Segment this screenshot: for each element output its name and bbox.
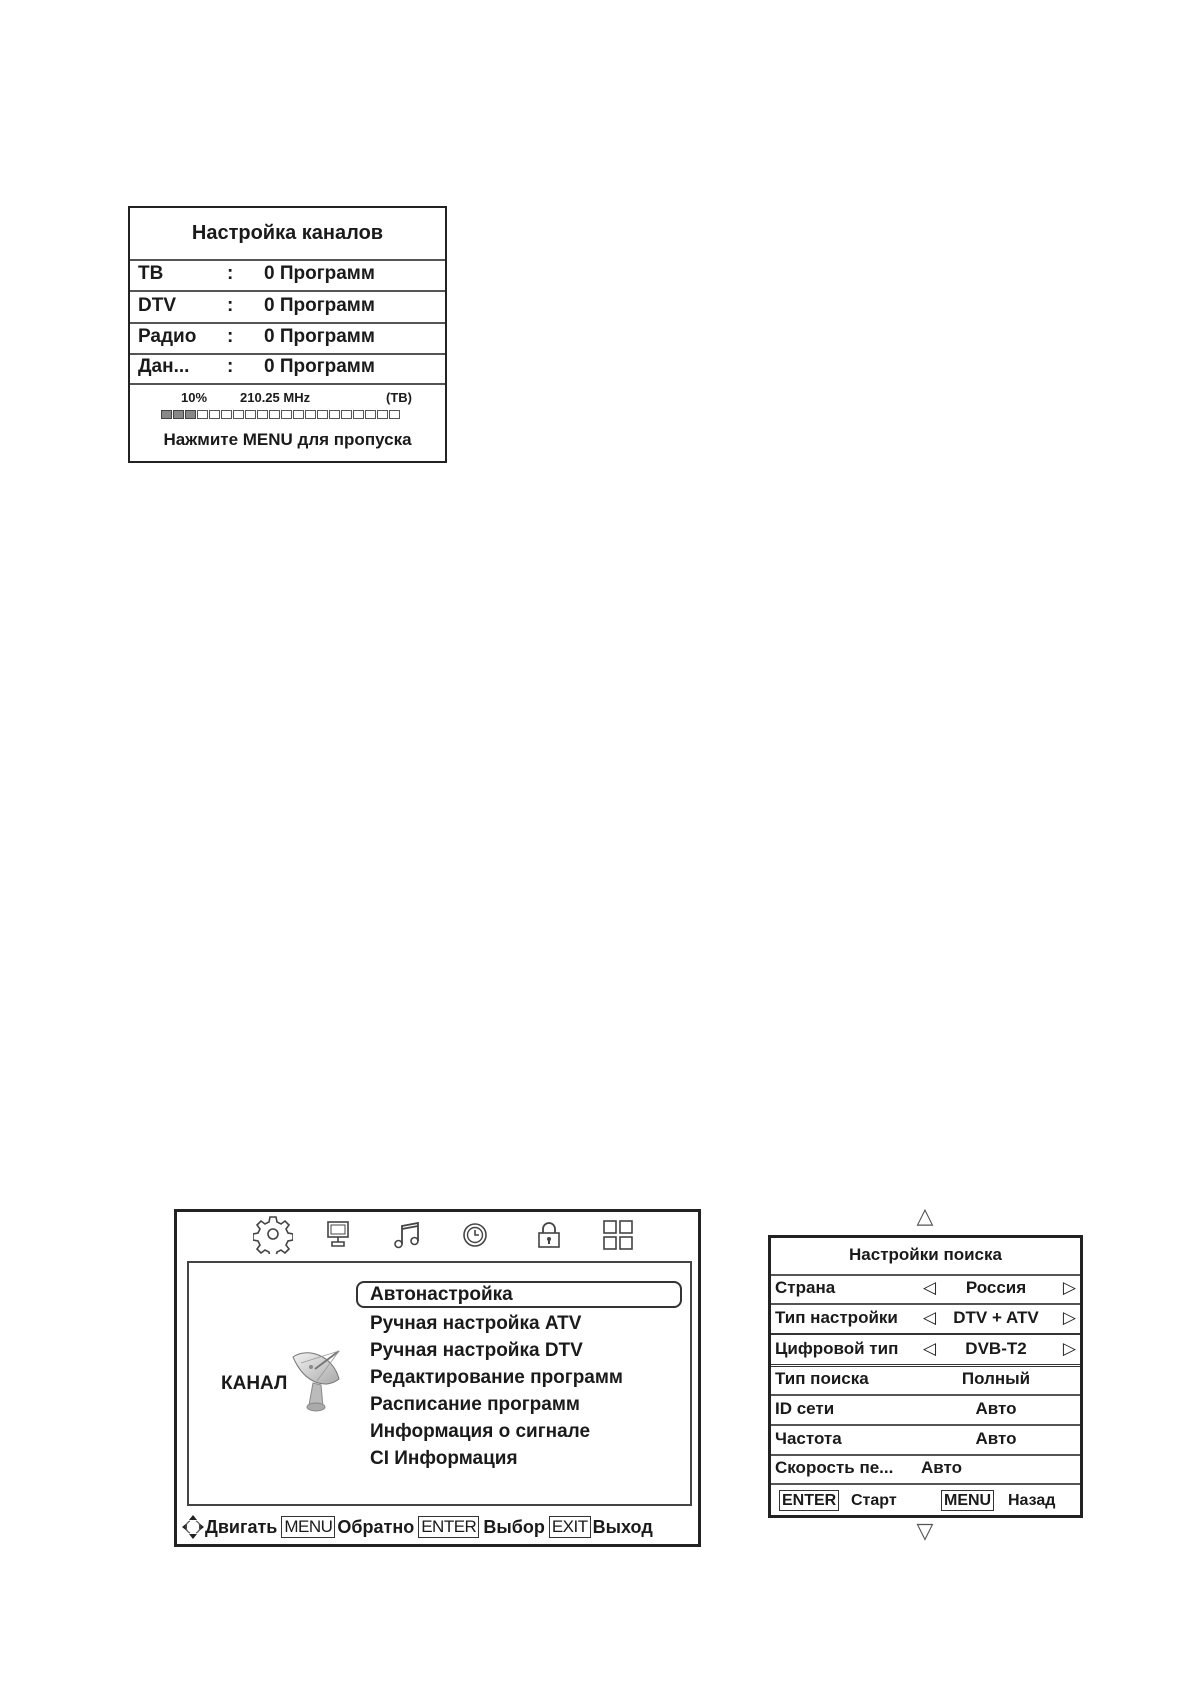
scan-row-value: 0 Программ bbox=[264, 295, 375, 316]
section-label: КАНАЛ bbox=[221, 1373, 288, 1394]
scan-row-label: DTV bbox=[138, 295, 176, 316]
progress-cell bbox=[257, 410, 268, 419]
monitor-icon[interactable] bbox=[321, 1218, 355, 1252]
progress-cell bbox=[233, 410, 244, 419]
scan-row-value: 0 Программ bbox=[264, 263, 375, 284]
arrow-right-icon[interactable]: ▷ bbox=[1062, 1308, 1076, 1327]
scan-row-separator: : bbox=[227, 295, 234, 316]
arrow-left-icon[interactable]: ◁ bbox=[923, 1339, 937, 1358]
menu-footer bbox=[181, 1512, 698, 1542]
back-label: Назад bbox=[1008, 1492, 1056, 1509]
satellite-dish-icon bbox=[287, 1345, 349, 1415]
search-settings-panel bbox=[768, 1235, 1083, 1518]
menu-items-list bbox=[362, 1281, 682, 1472]
menu-item-manual-atv[interactable]: Ручная настройка ATV bbox=[370, 1313, 582, 1334]
music-icon[interactable] bbox=[390, 1218, 424, 1252]
progress-cell bbox=[161, 410, 172, 419]
scan-row-separator: : bbox=[227, 263, 234, 284]
channel-scan-panel bbox=[128, 206, 447, 463]
progress-cell bbox=[281, 410, 292, 419]
menu-key[interactable]: MENU bbox=[941, 1490, 994, 1511]
exit-key[interactable]: EXIT bbox=[549, 1516, 591, 1538]
setting-value: DTV + ATV bbox=[953, 1308, 1039, 1327]
menu-content-area bbox=[187, 1261, 692, 1506]
arrow-left-icon[interactable]: ◁ bbox=[923, 1278, 937, 1297]
progress-cell bbox=[305, 410, 316, 419]
setting-label: Страна bbox=[775, 1278, 836, 1297]
setting-row-country[interactable] bbox=[771, 1274, 1080, 1305]
setting-label: Частота bbox=[775, 1429, 842, 1448]
scan-row-data bbox=[130, 352, 445, 385]
setting-row-digital-type[interactable] bbox=[771, 1333, 1080, 1367]
progress-cell bbox=[197, 410, 208, 419]
setting-value: Россия bbox=[965, 1278, 1027, 1297]
enter-key[interactable]: ENTER bbox=[779, 1490, 839, 1511]
tv-main-menu bbox=[174, 1209, 701, 1547]
scan-row-label: ТВ bbox=[138, 263, 164, 284]
gear-icon[interactable] bbox=[253, 1214, 293, 1254]
scan-frequency: 210.25 MHz bbox=[240, 390, 311, 405]
scan-row-value: 0 Программ bbox=[264, 356, 375, 377]
menu-item-auto-tuning[interactable]: Автонастройка bbox=[356, 1281, 682, 1308]
setting-row-frequency[interactable] bbox=[771, 1425, 1080, 1456]
setting-label: Тип поиска bbox=[775, 1369, 869, 1388]
setting-label: Цифровой тип bbox=[775, 1339, 899, 1358]
scan-band: (ТВ) bbox=[386, 390, 412, 405]
progress-percent: 10% bbox=[181, 390, 208, 405]
menu-item-program-edit[interactable]: Редактирование программ bbox=[370, 1367, 623, 1388]
search-settings-title: Настройки поиска bbox=[771, 1238, 1080, 1276]
setting-row-search-type[interactable] bbox=[771, 1365, 1080, 1396]
menu-category-bar bbox=[177, 1212, 698, 1260]
setting-label: Тип настройки bbox=[775, 1308, 898, 1327]
progress-cell bbox=[365, 410, 376, 419]
setting-row-symbol-rate[interactable] bbox=[771, 1454, 1080, 1485]
lock-icon[interactable] bbox=[532, 1218, 566, 1252]
menu-item-manual-dtv[interactable]: Ручная настройка DTV bbox=[370, 1340, 583, 1361]
progress-cell bbox=[173, 410, 184, 419]
enter-key[interactable]: ENTER bbox=[418, 1516, 479, 1538]
arrow-right-icon[interactable]: ▷ bbox=[1062, 1278, 1076, 1297]
progress-cell bbox=[389, 410, 400, 419]
progress-cell bbox=[269, 410, 280, 419]
scan-row-radio bbox=[130, 322, 445, 355]
setting-label: ID сети bbox=[775, 1399, 835, 1418]
setting-row-tuning-type[interactable] bbox=[771, 1304, 1080, 1335]
scroll-up-icon[interactable]: △ bbox=[916, 1203, 934, 1228]
setting-label: Скорость пе... bbox=[775, 1458, 894, 1477]
progress-cell bbox=[341, 410, 352, 419]
grid-icon[interactable] bbox=[601, 1218, 635, 1252]
scan-row-tv bbox=[130, 259, 445, 292]
scan-row-dtv bbox=[130, 291, 445, 324]
menu-item-schedule[interactable]: Расписание программ bbox=[370, 1394, 580, 1415]
scroll-down-icon[interactable]: ▽ bbox=[916, 1518, 934, 1543]
scan-row-value: 0 Программ bbox=[264, 326, 375, 347]
progress-cell bbox=[293, 410, 304, 419]
progress-cell bbox=[221, 410, 232, 419]
clock-icon[interactable] bbox=[458, 1218, 492, 1252]
progress-cell bbox=[245, 410, 256, 419]
setting-row-network-id[interactable] bbox=[771, 1395, 1080, 1426]
progress-cell bbox=[353, 410, 364, 419]
scan-row-label: Радио bbox=[138, 326, 197, 347]
back-label: Обратно bbox=[337, 1516, 415, 1537]
channel-scan-title: Настройка каналов bbox=[130, 208, 445, 261]
setting-value: Авто bbox=[921, 1458, 962, 1477]
setting-value: DVB-T2 bbox=[965, 1339, 1027, 1358]
setting-value: Полный bbox=[961, 1369, 1031, 1388]
menu-key[interactable]: MENU bbox=[281, 1516, 335, 1538]
setting-value: Авто bbox=[975, 1399, 1017, 1418]
exit-label: Выход bbox=[592, 1516, 653, 1537]
menu-item-signal-info[interactable]: Информация о сигнале bbox=[370, 1421, 591, 1442]
progress-cell bbox=[209, 410, 220, 419]
arrow-left-icon[interactable]: ◁ bbox=[923, 1308, 937, 1327]
progress-cell bbox=[329, 410, 340, 419]
scan-row-separator: : bbox=[227, 356, 234, 377]
search-settings-footer bbox=[771, 1486, 1080, 1516]
progress-cell bbox=[185, 410, 196, 419]
move-label: Двигать bbox=[205, 1516, 278, 1537]
start-label: Старт bbox=[851, 1492, 897, 1509]
scan-row-separator: : bbox=[227, 326, 234, 347]
progress-cell bbox=[317, 410, 328, 419]
setting-value: Авто bbox=[975, 1429, 1017, 1448]
arrow-right-icon[interactable]: ▷ bbox=[1062, 1339, 1076, 1358]
navigation-arrows-icon bbox=[181, 1514, 205, 1540]
skip-hint: Нажмите MENU для пропуска bbox=[163, 430, 412, 449]
progress-bar bbox=[161, 410, 400, 419]
scan-row-label: Дан... bbox=[138, 356, 190, 377]
select-label: Выбор bbox=[483, 1516, 545, 1537]
progress-cell bbox=[377, 410, 388, 419]
menu-item-ci-info[interactable]: CI Информация bbox=[370, 1448, 518, 1469]
